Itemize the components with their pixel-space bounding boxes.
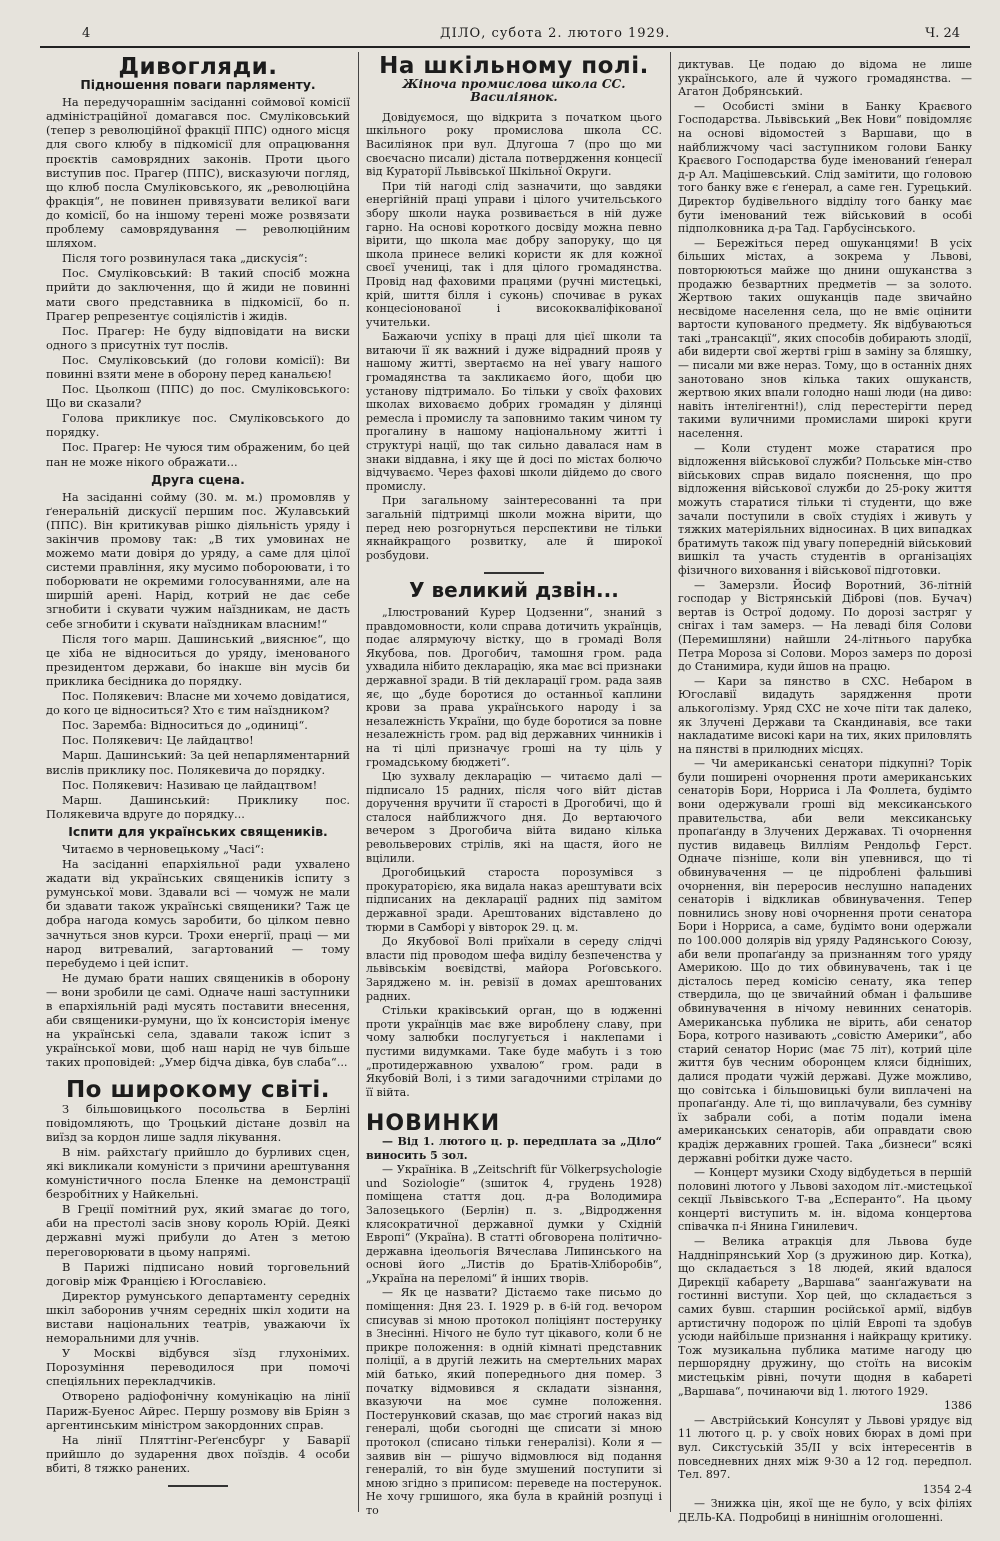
paragraph: В Греції помітний рух, який змагає до того, аби на престолі засів знову король Юрій. Деякі державні мужі прибули до Атен з метою переговорювати в цьому напрямі. [46, 1202, 350, 1259]
news-item: — Концерт музики Сходу відбудеться в першій половині лютого у Львові заходом літ.-мистецької секції Львівського Т-ва „Есперанто“. На цьому концерті виступить м. ін. відома концертова співачка п-і Янина Гинилевич. [678, 1166, 972, 1234]
article-title-school: На шкільному полі. [379, 53, 649, 79]
ad-number: 1354 2-4 [922, 1482, 972, 1496]
paragraph: Стільки краківський орган, що в юдженні проти українців має вже вироблену славу, при чому залюбки послугується і наклепами і пустими видумками. Таке буде мабуть і з тою „протидержавною ухвалою“ гром. ради в Якубовій Волі, і з тими загадочними стрілами до її війта. [366, 1004, 662, 1099]
section-heading: Друга сцена. [151, 471, 245, 487]
article-title-world: По широкому світі. [65, 1077, 331, 1104]
news-item: — Чи американські сенатори підкупні? Торік були поширені очорнення проти американських сенаторів Бори, Норриса і Ла Фоллета, будімто вони одержували гроші від мексиканського правительства, аби вели мексиканську пропаґанду в Злучених Державах. Ті очорнення пустив видавець Вилліям Рендольф Герст. Одначе пізніше, коли він упевнився, що ті обвинувачення — це підроблені фальшиві очорнення, він переросив неслушно нападених сенаторів і відкликав обвинувачення. Тепер повнились знову нові очорнення проти сенатора Бори і Норриса, а саме, будімто вони одержали по 100.000 долярів від уряду Радянського Союзу, аби вели пропаґанду за признанням того уряду Америкою. Що до тих обвинувачень, так і це дісталось перед комісію сенату, яка тепер ствердила, що це звичайний обман і фальшиве обвинувачення в нічому невинних сенаторів. Американська публика не вірить, аби сенатор Бора, котрого називають „совістю Америки“, або старий сенатор Норис (має 75 літ), котрий ціле життя був чесним оборонцем кляси бідніших, далися продати чужій державі. Дуже можливо, що совітська і більшовицькі були виплачені на пропаґанду. Але ті, що виплачували, без сумніву їх забрали собі, а потім подали імена американських сенаторів, аби оправдати свою крадіж державних грошей. Така „бизнеси“ всякі державні робітки дуже часто. [678, 757, 972, 1165]
paragraph: Отворено радіофонічну комунікацію на лінії Париж-Буенос Айрес. Першу розмову вів Бріян з аргентинським міністром закордонних справ. [46, 1389, 350, 1432]
news-item: — Замерзли. Йосиф Воротний, 36-літній господар у Вістрянській Діброві (пов. Бучач) вертав із Острої додому. По дорозі застряг у снігах і там замерз. — На леваді біля Солови (Перемишляни) найшли 24-літнього парубка Петра Мороза зі Солови. Мороз замерз по дорозі до Станимира, куди йшов на працю. [678, 578, 972, 674]
page-header [30, 26, 970, 44]
column-divider-1 [358, 52, 359, 1512]
paragraph: Довідуємося, що відкрита з початком цього шкільного року промислова школа СС. Василіянок при вул. Длугоша 7 (про що ми своєчасно писали) дістала потвердження концесії від Кураторії Львівської Шкільної Округи. [366, 110, 662, 179]
paragraph: Марш. Дашинський: Приклику пос. Полякевича вдруге до порядку... [46, 792, 350, 821]
news-item: — Кари за пянство в СХС. Небаром в Югославії видадуть зарядження проти алькоголізму. Уряд СХС не хоче піти так далеко, як Злучені Держави та Скандинавія, все таки накладатиме високі кари на тих, яких приловлять на пянстві в прилюдних місцях. [678, 674, 972, 756]
news-item: — Від 1. лютого ц. р. передплата за „Діло“ виносить 5 зол. [366, 1134, 662, 1162]
paragraph: Пос. Заремба: Відноситься до „одиниці“. [62, 718, 308, 733]
news-item: — Особисті зміни в Банку Краєвого Господарства. Львівський „Век Нови“ повідомляє на основі відомостей з Варшави, що в найближчому часі заступником голови Банку Краєвого Господарства буде іменований ґенерал д-р Ал. Мацішевський. Слід замітити, що головою того банку вже є ґенерал, а саме ген. Гурецький. Директор будівельного відділу того банку має бути іменований теж військовий в особі підполковника д-ра Тад. Гарбусінського. [678, 99, 972, 236]
paragraph: Пос. Прагер: Не чуюся тим ображеним, бо цей пан не може нікого ображати... [46, 440, 350, 469]
paragraph: На лінії Пляттінг-Реґенсбург у Баварії прийшло до зударення двох поїздів. 4 особи вбиті, 8 тяжко ранених. [46, 1432, 350, 1475]
news-item: — Австрійський Консулят у Львові урядує від 11 лютого ц. р. у своїх нових бюрах в домі при вул. Сикстуській 35/ІІ у всіх інтересентів в повседневних днях між 9·30 а 12 год. передпол. Тел. 897. [678, 1413, 972, 1482]
paragraph: Директор румунського департаменту середніх шкіл заборонив учням середніх шкіл ходити на вистави національних театрів, уважаючи їх неморальними для учнів. [46, 1288, 350, 1346]
paragraph: Після того розвинулася така „дискусія“: [62, 251, 308, 266]
news-item: — Як це назвати? Дістаємо таке письмо до поміщення: Дня 23. І. 1929 р. в 6-ій год. вечором списував зі мною протокол поліціянт постерунку в Знесінні. Нічого не було тут цікавого, коли б не прикре положення: в одній кімнаті представник поліції, а в другій лежить на смертельних марах мій батько, який попереднього дня помер. З початку відмовився я складати зізнання, вказуючи на моє сумне положення. Постерунковий сказав, що має строгий наказ від генералі, щоби сьогодні ще списати зі мною протокол (списано тільки генералізі). Коли я — заявив він — рішучо відмовлюся від подання генералій, то він буде змушений поступити зі мною згідно з приписом: переведе на постерунок. Не хочу гршишого, яка була в крайній розпуці і то [366, 1286, 662, 1517]
news-item: — Знижка цін, якої ще не було, у всіх філіях ДЕЛЬ-КА. Подробиці в нинішнім оголошенні. [678, 1497, 972, 1524]
paragraph: Після того марш. Дашинський „вияснює“, що це хіба не відноситься до уряду, іменованого президентом держави, бо інакше він мусів би приклика бесідника до порядку. [46, 631, 350, 688]
paragraph: Пос. Смуліковський: В такий спосіб можна прийти до заключення, що й жиди не повинні мати свого представника в підкомісії, бо п. Прагер репрезентує соціялістів і жидів. [46, 266, 350, 323]
paragraph: В Парижі підписано новий торговельний договір між Францією і Югославією. [46, 1259, 350, 1288]
column-2 [366, 53, 662, 1519]
news-item: — Велика атракція для Львова буде Наддніпрянський Хор (з дружиною дир. Котка), що складається з 18 людей, який вдалося Дирекції кабарету „Варшава“ заанґажувати на гостинні виступи. Хор цей, що складається з самих бувш. старшин російської армії, відбув артистичну подорож по цілій Европі та здобув усюди найбільше признання і найкращу критику. Тож музикальна публика матиме нагоду цю першорядну дружину, що стоїть на високім мистецькім рівні, почути щодня в кабареті „Варшава“, починаючи від 1. лютого 1929. [678, 1235, 972, 1398]
paragraph: Пос. Полякевич: Власне ми хочемо довідатися, до кого це відноситься? Хто є тим наїздником? [46, 689, 350, 718]
paragraph: У Москві відбувся зїзд глухонімих. Порозуміння переводилося при помочі спеціяльних перекладчиків. [46, 1346, 350, 1389]
paragraph: Читаємо в черновецькому „Часі“: [62, 841, 265, 856]
paragraph: диктував. Це подаю до відома не лише українського, але й чужого громадянства. — Агатон Добрянський. [678, 58, 972, 99]
news-item: — Бережіться перед ошуканцями! В усіх більших містах, а зокрема у Львові, повторюються майже що днини ошуканства з продажю безвартних предметів — за золото. Жертвою таких ошуканців паде звичайно несвідоме населення села, що не вміє оцінити вартости купованого предмету. Як відбуваються такі „трансакції“, яких способів добирають злодії, аби видерти свої жертві гріш в заміну за бляшку, — писали ми вже нераз. Тому, що в останніх днях занотовано знов кілька таких ошуканств, жертвою яких впали голодно наші люди (на диво: навіть інтелігентні!), слід перестерігти перед такими вуличними промислами широкі круги населення. [678, 236, 972, 441]
paragraph: Пос. Цьолкош (ППС) до пос. Смуліковського: Що ви сказали? [46, 382, 350, 411]
paragraph: „Ілюстрований Курер Цодзенни“, знаний з правдомовности, коли справа дотичить українців, подає алярмуючу вістку, що в громаді Воля Якубова, пов. Дрогобич, тамошня гром. рада ухвадила нібито декларацію, яка має всі признаки державної зради. В тій декларації гром. рада заяв яє, що „буде боротися до останньої каплини крови за права українського народу і за незалежність України, що буде боротися за повне незалежність гром. рад від державних чинників і на ті цілі призначує гроші на ту ціль у громадському бюджеті“. [366, 605, 662, 769]
paragraph: Марш. Дашинський: За цей непарляментарний вислів приклику пос. Полякевича до порядку. [46, 748, 350, 777]
paragraph: Пос. Полякевич: Це лайдацтво! [62, 733, 254, 748]
paragraph: Пос. Прагер: Не буду відповідати на виски одного з присутніх тут послів. [46, 323, 350, 352]
paragraph: На засіданні епархіяльної ради ухвалено жадати від українських священиків іспиту з румунської мови. Здавали всі — чомуж не мали би здавати також українські священики? Таж це добра нагода комусь заробити, бо цілком певно зачнуться знов курси. Трохи енергії, праці — ми народ витревалий, загартований — тому перебудемо і цей іспит. [46, 857, 350, 970]
column-3 [678, 58, 972, 1526]
article-subtitle: Підношення поваги парляменту. [80, 77, 316, 93]
paragraph: Пос. Полякевич: Називаю це лайдацтвом! [62, 777, 318, 792]
page-number: 4 [82, 26, 91, 41]
masthead: ДІЛО, субота 2. лютого 1929. [440, 26, 671, 41]
column-1 [46, 54, 350, 1497]
paragraph: В нім. райхстаґу прийшло до бурливих сцен, які викликали комуністи з причини арештування комуністичного посла Бленке на демонстрації безробітних у Найкельні. [46, 1144, 350, 1202]
paragraph: Цю зухвалу декларацію — читаємо далі — підписало 15 радних, після чого війт дістав доручення вручити її старості в Дрогобичі, що й сталося найближчого дня. До вертаючого вечером з Дрогобича війта видано кілька револьверових стрілів, які на щастя, його не вцілили. [366, 770, 662, 865]
paragraph: При загальному заінтересованні та при загальній підтримці школи можна вірити, що перед нею розгорнуться перспективи не тільки якнайкращого розвитку, але й широкої розбудови. [366, 494, 662, 562]
end-separator [168, 1485, 228, 1487]
paragraph: Голова прикликує пос. Смуліковського до порядку. [46, 411, 350, 440]
article-title-bell: У великий дзвін... [409, 578, 619, 603]
paragraph: При тій нагоді слід зазначити, що завдяки енергійній праці управи і цілого учительського збору школи наука розвивається в ній дуже гарно. На основі короткого досвіду можна певно вірити, що школа має добру запоруку, що ця школа принесе великі користи як для кожної своєї учениці, так і для цілого громадянства. Провід над фаховими працями (ручні мистецькі, крій, шиття білля і суконь) спочиває в руках концесіонованої і висококваліфікованої учительки. [366, 179, 662, 329]
paragraph: Не думаю брати наших священиків в оборону — вони зробили це самі. Одначе наші заступники в епархіяльній раді мусять поставити внесення, аби священики-румуни, що їх консисторія іменує на українські села, здавали також іспит з української мови, щоб наш нарід не чув більше таких проповідей: „Умер бідча дівка, був слаба“... [46, 970, 350, 1070]
section-heading: Іспити для українських священиків. [68, 823, 328, 839]
news-item: — Україніка. В „Zeitschrift für Völkerpsychologie und Soziologie“ (зшиток 4, грудень 1928) поміщена стаття доц. д-ра Володимира Залозецького (Берлін) п. з. „Відродження клясократичної державної думки у Східній Европі“ (Україна). В статті обговорена політично-державна ідеольогія Вячеслава Липинського на основі його „Листів до Братів-Хліборобів“, „Україна на переломі“ й інших творів. [366, 1163, 662, 1285]
paragraph: Дрогобицький староста порозумівся з прокураторією, яка видала наказ арештувати всіх підписаних на декларації радних під замітом державної зради. Арештованих відставлено до тюрми в Самборі у вівторок 29. ц. м. [366, 866, 662, 934]
column-divider-2 [670, 52, 671, 1512]
paragraph: Бажаючи успіху в праці для цієї школи та витаючи її як важний і дуже відрадний прояв у нашому житті, звертаємо на неї увагу нашого громадянства та закликаємо його, щоби цю установу підтримало. Бо тільки у своїх фахових школах виховаємо добрих громадян у ділянці ремесла і промислу та заповнимо таким чином ту прогалину в нашому національному житті і структурі нації, що так сильно давалася нам в знаки віддавна, і яку ще й досі по містах болючо відчуваємо. Через фахові школи дійдемо до свого промислу. [366, 330, 662, 493]
paragraph: До Якубової Волі приїхали в середу слідчі власти під проводом шефа виділу безпеченства у львівськім воєвідстві, майора Роґовського. Заряджено м. ін. ревізії в домах арештованих радних. [366, 935, 662, 1003]
paragraph: Пос. Смуліковський (до голови комісії): Ви повинні взяти мене в оборону перед канальєю! [46, 352, 350, 381]
article-title-divohlyady: Дивогляди. [118, 54, 278, 80]
section-title-news: НОВИНКИ [366, 1111, 501, 1137]
separator [484, 572, 544, 574]
article-subtitle: Жіноча промислова школа СС. Василіянок. [402, 76, 626, 105]
header-rule [40, 46, 970, 48]
issue-number: Ч. 24 [925, 26, 960, 41]
ad-number: 1386 [944, 1399, 972, 1413]
news-item: — Коли студент може старатися про відложення військової служби? Польське мін-ство військових справ видало пояснення, що про відложення військової служби до 25-року життя можуть старатися тільки ті студенти, що вже зачали поступили в своїх студіях і живуть у тяжких матеріяльних відносинах. В цих випадках братимуть також під увагу попередній військовий вишкіл та участь студентів в організаціях фізичного виховання і військової підготовки. [678, 441, 972, 577]
paragraph: З більшовицького посольства в Берліні повідомляють, що Троцький дістане дозвіл на виїзд за кордон лише задля лікування. [46, 1101, 350, 1144]
paragraph: На засіданні сойму (30. м. м.) промовляв у ґенеральній дискусії першим пос. Жулавський (ППС). Він критикував рішко діяльність уряду і закінчив промову так: „В тих умовинах не можемо мати довіря до уряду, а саме для цілої системи правління, яку мусимо побороювати, і то поборювати не окремими голосуваннями, але на ширшій арені. Нарід, котрий не дає себе згнобити і скувати чужим наїздникам, не дасть себе згнобити і скувати наїздникам власним!“ [46, 489, 350, 631]
paragraph: На передучорашнім засіданні соймової комісії адміністраційної домагався пос. Смуліковський (тепер з революційної фракції ППС) одного місця для свого клюбу в підкомісії для опрацювання проєктів самоврядних законів. Проти цього виступив пос. Прагер (ППС), висказуючи погляд, що клюб посла Смуліковського, як „революційна фракція“, не повинен привязувати великої ваги до комісії, бо на іншому терені може розвязати проблему самоврядування — революційним шляхом. [46, 95, 350, 251]
